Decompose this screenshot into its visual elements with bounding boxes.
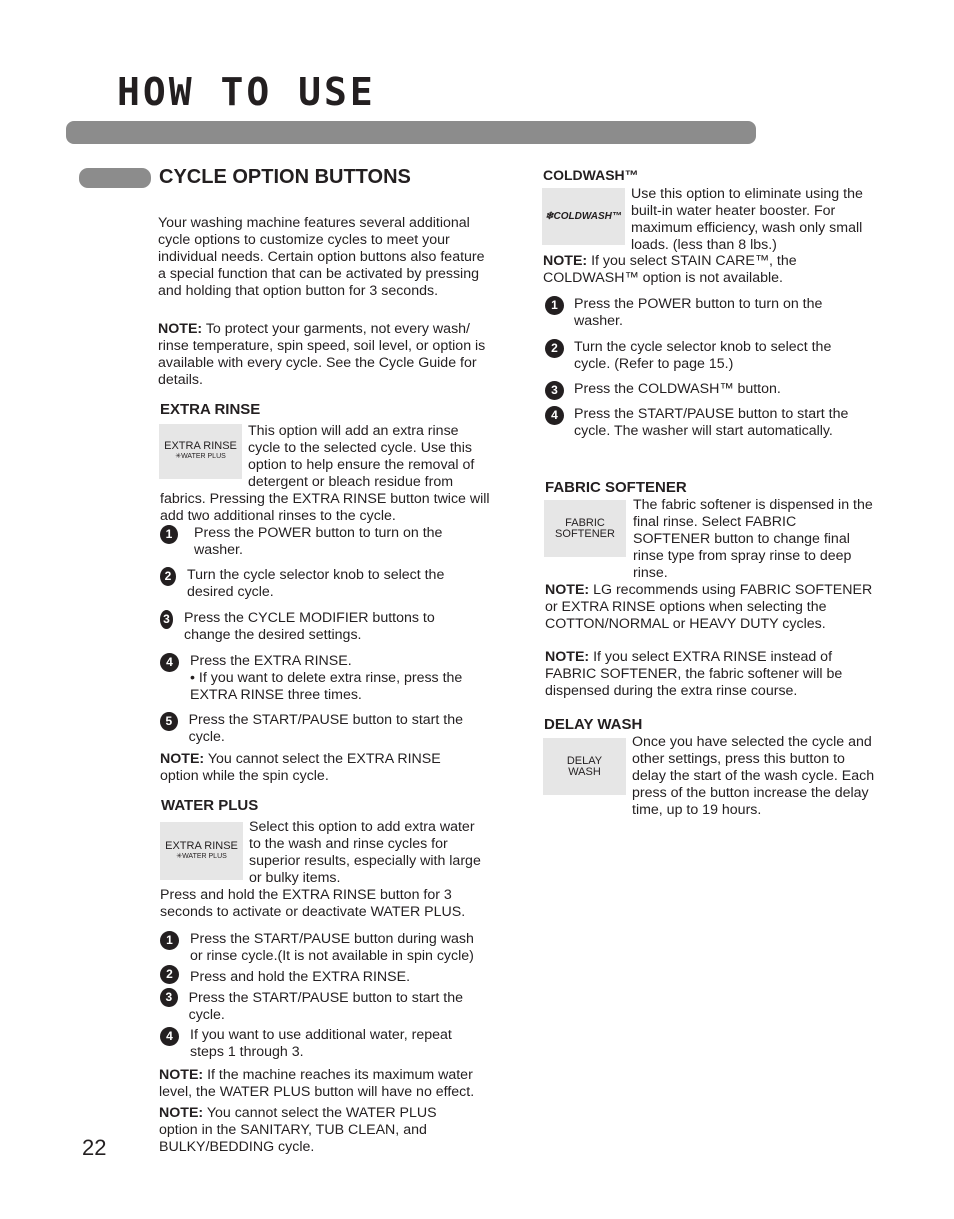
step-text: Press the START/PAUSE button to start the cycle. The washer will start automatically. bbox=[574, 406, 849, 439]
note-text: If you select EXTRA RINSE instead of FABRIC SOFTENER, the fabric softener will be dispensed during the extra rinse course. bbox=[545, 649, 843, 699]
note-label: NOTE: bbox=[543, 253, 588, 269]
step-text: If you want to use additional water, repeat steps 1 through 3. bbox=[190, 1027, 452, 1060]
step-text: Press the START/PAUSE button during wash or rinse cycle.(It is not available in spin cycle) bbox=[190, 931, 474, 964]
note-label: NOTE: bbox=[159, 1067, 204, 1083]
step-number: 2 bbox=[160, 965, 179, 984]
note-text: You cannot select the WATER PLUS option in the SANITARY, TUB CLEAN, and BULKY/BEDDING cycle. bbox=[159, 1105, 437, 1155]
button-label-line-2: SOFTENER bbox=[555, 527, 615, 540]
coldwash-step-2 bbox=[545, 339, 870, 373]
coldwash-note bbox=[543, 253, 843, 287]
button-label-line-1: FABRIC bbox=[565, 516, 605, 529]
coldwash-step-4 bbox=[545, 406, 870, 440]
water-plus-step-4 bbox=[160, 1027, 480, 1061]
step-number: 4 bbox=[545, 406, 564, 425]
note-label: NOTE: bbox=[159, 1105, 204, 1121]
button-label: COLDWASH™ bbox=[553, 211, 622, 222]
note-label: NOTE: bbox=[545, 582, 590, 598]
button-sublabel: ✳WATER PLUS bbox=[176, 852, 227, 860]
button-label: EXTRA RINSE bbox=[165, 839, 238, 852]
water-plus-note-1 bbox=[159, 1067, 494, 1101]
fabric-softener-heading: FABRIC SOFTENER bbox=[545, 479, 687, 496]
step-text: Press the START/PAUSE button to start the cycle. bbox=[188, 712, 464, 745]
extra-rinse-step-1 bbox=[160, 525, 480, 559]
extra-rinse-step-5 bbox=[160, 712, 480, 746]
step-subtext: • If you want to delete extra rinse, press the EXTRA RINSE three times. bbox=[190, 670, 463, 703]
note-text: LG recommends using FABRIC SOFTENER or EXTRA RINSE options when selecting the COTTON/NORMAL or HEAVY DUTY cycles. bbox=[545, 582, 873, 632]
extra-rinse-note bbox=[160, 751, 475, 785]
note-text: If the machine reaches its maximum water level, the WATER PLUS button will have no effect. bbox=[159, 1067, 475, 1100]
note-label: NOTE: bbox=[545, 649, 590, 665]
coldwash-step-3 bbox=[545, 381, 870, 400]
step-number: 1 bbox=[160, 525, 178, 544]
button-sublabel: ✳WATER PLUS bbox=[175, 453, 226, 460]
step-text: Press the CYCLE MODIFIER buttons to change the desired settings. bbox=[184, 610, 435, 643]
delay-wash-heading: DELAY WASH bbox=[544, 716, 643, 733]
extra-rinse-button-image bbox=[159, 424, 242, 479]
extra-rinse-heading: EXTRA RINSE bbox=[160, 401, 261, 418]
snowflake-icon: ❄ bbox=[545, 211, 554, 222]
coldwash-description: Use this option to eliminate using the built-in water heater booster. For maximum efficiency, wash only small loads. (less than 8 lbs.) bbox=[631, 186, 863, 253]
step-text: Press the START/PAUSE button to start the cycle. bbox=[188, 990, 464, 1023]
step-number: 3 bbox=[545, 381, 564, 400]
button-label-line-1: DELAY bbox=[566, 754, 603, 767]
step-text: Turn the cycle selector knob to select the desired cycle. bbox=[187, 567, 445, 600]
step-number: 3 bbox=[160, 988, 178, 1007]
note-label: NOTE: bbox=[158, 321, 203, 337]
note-label: NOTE: bbox=[160, 751, 205, 767]
step-text: Press the COLDWASH™ button. bbox=[574, 381, 781, 397]
water-plus-step-2 bbox=[160, 965, 480, 986]
coldwash-step-1 bbox=[545, 296, 870, 330]
water-plus-step-3 bbox=[160, 988, 480, 1024]
fabric-softener-button-image bbox=[544, 500, 626, 557]
extra-rinse-step-4 bbox=[160, 653, 485, 704]
water-plus-button-image bbox=[160, 822, 243, 880]
water-plus-step-1 bbox=[160, 931, 492, 965]
note-text: You cannot select the EXTRA RINSE option while the spin cycle. bbox=[160, 751, 441, 784]
water-plus-description-cont: Press and hold the EXTRA RINSE button for 3 seconds to activate or deactivate WATER PLUS. bbox=[160, 887, 466, 920]
step-text: Turn the cycle selector knob to select the cycle. (Refer to page 15.) bbox=[574, 339, 832, 372]
step-number: 1 bbox=[160, 931, 179, 950]
step-number: 5 bbox=[160, 712, 178, 731]
step-text: Press the POWER button to turn on the washer. bbox=[194, 525, 443, 558]
step-text: Press the EXTRA RINSE. bbox=[190, 653, 352, 669]
intro-note bbox=[158, 321, 493, 389]
step-number: 1 bbox=[545, 296, 564, 315]
extra-rinse-description: This option will add an extra rinse cycle to the selected cycle. Use this option to help ensure the removal of detergent or bleach residue from bbox=[248, 423, 475, 490]
coldwash-heading: COLDWASH™ bbox=[543, 167, 639, 183]
step-number: 4 bbox=[160, 653, 179, 672]
page-number: 22 bbox=[82, 1135, 107, 1160]
step-text: Press the POWER button to turn on the washer. bbox=[574, 296, 823, 329]
page-title: HOW TO USE bbox=[117, 70, 376, 114]
step-number: 3 bbox=[160, 610, 173, 629]
step-text: Press and hold the EXTRA RINSE. bbox=[190, 969, 411, 985]
button-label: EXTRA RINSE bbox=[164, 440, 237, 452]
note-text: If you select STAIN CARE™, the COLDWASH™ option is not available. bbox=[543, 253, 797, 286]
extra-rinse-step-2 bbox=[160, 567, 480, 601]
coldwash-button-image bbox=[542, 188, 625, 245]
fabric-softener-note-1 bbox=[545, 582, 880, 633]
step-number: 4 bbox=[160, 1027, 179, 1046]
intro-paragraph: Your washing machine features several additional cycle options to customize cycles to meet your individual needs. Certain option buttons also feature a special function that can be activated by pressing and holding that option button for 3 seconds. bbox=[158, 215, 485, 299]
extra-rinse-step-3 bbox=[160, 610, 480, 644]
step-number: 2 bbox=[160, 567, 176, 586]
water-plus-description: Select this option to add extra water to the wash and rinse cycles for superior results, especially with large or bulky items. bbox=[249, 819, 481, 886]
fabric-softener-description: The fabric softener is dispensed in the final rinse. Select FABRIC SOFTENER button to change final rinse type from spray rinse to deep rinse. bbox=[633, 497, 873, 581]
delay-wash-button-image bbox=[543, 738, 626, 795]
title-bar bbox=[66, 121, 756, 144]
water-plus-heading: WATER PLUS bbox=[161, 797, 259, 814]
section-title: CYCLE OPTION BUTTONS bbox=[159, 166, 411, 188]
fabric-softener-note-2 bbox=[545, 649, 870, 700]
step-number: 2 bbox=[545, 339, 564, 358]
extra-rinse-description-cont: fabrics. Pressing the EXTRA RINSE button twice will add two additional rinses to the cycle. bbox=[160, 491, 490, 524]
note-text: To protect your garments, not every wash/ rinse temperature, spin speed, soil level, or option is available with every cycle. See the Cycle Guide for details. bbox=[158, 321, 486, 388]
section-marker bbox=[79, 168, 151, 188]
delay-wash-description: Once you have selected the cycle and other settings, press this button to delay the start of the wash cycle. Each press of the button increase the delay time, up to 19 hours. bbox=[632, 734, 875, 818]
water-plus-note-2 bbox=[159, 1105, 459, 1156]
button-label-line-2: WASH bbox=[568, 765, 601, 778]
